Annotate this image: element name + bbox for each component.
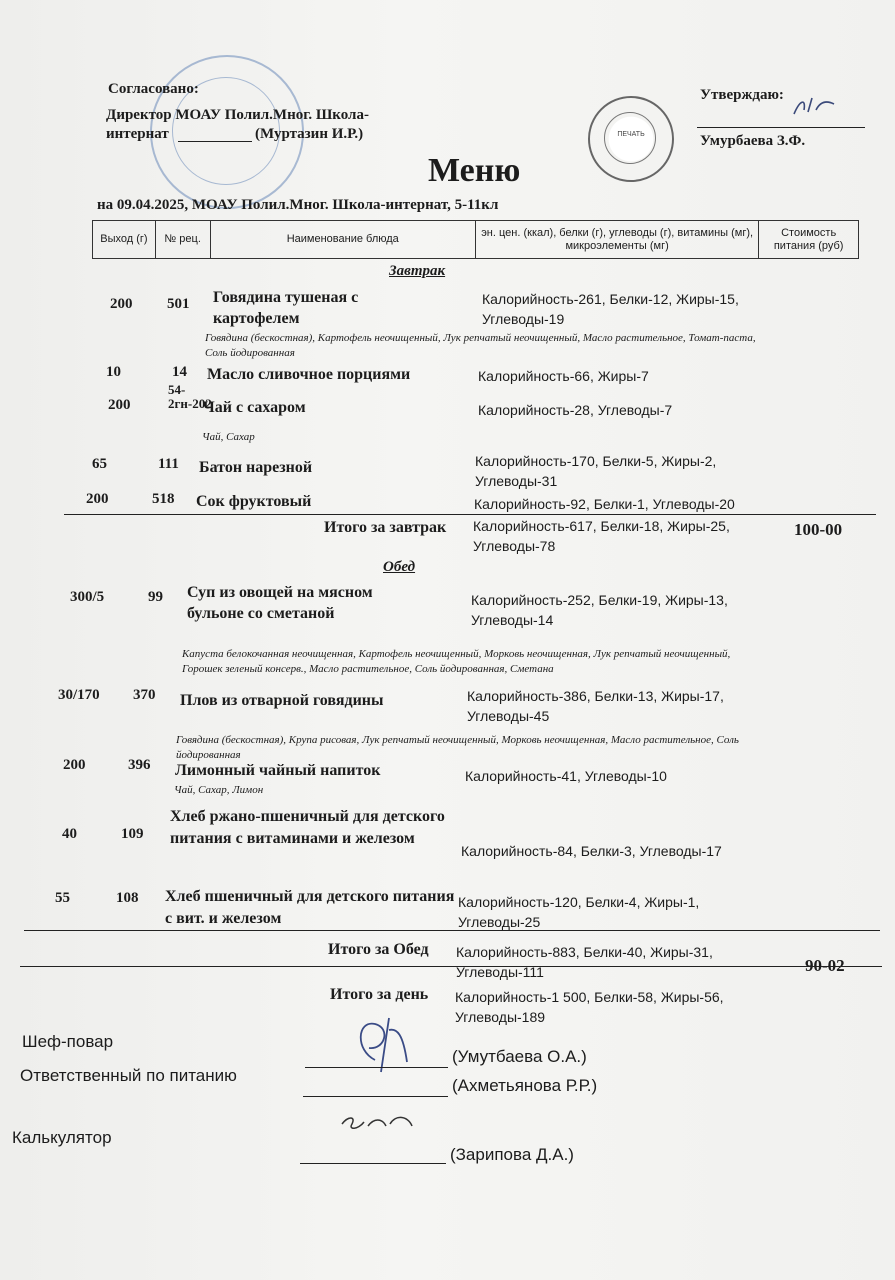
item-recipe: 109 — [121, 826, 144, 842]
item-nutrition: Калорийность-120, Белки-4, Жиры-1, Углеводы-25 — [458, 894, 700, 930]
divider — [64, 514, 876, 515]
header-yield: Выход (г) — [93, 221, 156, 259]
item-yield: 200 — [110, 296, 133, 312]
menu-table-header — [92, 220, 859, 259]
item-nutrition: Калорийность-252, Белки-19, Жиры-13, Углеводы-14 — [471, 592, 728, 628]
calculator-signature-line — [300, 1163, 446, 1164]
header-nutrition: эн. цен. (ккал), белки (г), углеводы (г), витамины (мг), микроэлементы (мг) — [475, 221, 758, 259]
item-nutrition: Калорийность-84, Белки-3, Углеводы-17 — [461, 843, 722, 859]
chef-label: Шеф-повар — [22, 1032, 114, 1051]
item-name: Хлеб ржано-пшеничный для детского питания с витаминами и железом — [170, 808, 445, 847]
item-recipe: 14 — [172, 364, 187, 380]
director-line: Директор МОАУ Полил.Мног. Школа- — [106, 107, 369, 123]
item-yield: 30/170 — [58, 687, 100, 703]
item-recipe: 396 — [128, 757, 151, 773]
item-nutrition: Калорийность-261, Белки-12, Жиры-15, Углеводы-19 — [482, 291, 739, 327]
agreed-label: Согласовано: — [108, 81, 199, 97]
item-nutrition: Калорийность-386, Белки-13, Жиры-17, Углеводы-45 — [467, 688, 724, 724]
section-lunch: Обед — [383, 559, 416, 575]
chef-name: (Умутбаева О.А.) — [452, 1047, 587, 1066]
item-yield: 200 — [63, 757, 86, 773]
page-title: Меню — [428, 152, 521, 189]
item-name: Суп из овощей на мясном бульоне со сметаной — [187, 584, 373, 622]
item-recipe: 518 — [152, 491, 175, 507]
item-name: Лимонный чайный напиток — [175, 762, 381, 779]
item-nutrition: Калорийность-66, Жиры-7 — [478, 368, 649, 384]
item-yield: 65 — [92, 456, 107, 472]
item-yield: 200 — [108, 397, 131, 413]
item-name: Хлеб пшеничный для детского питания с вит. и железом — [165, 888, 455, 927]
divider — [20, 966, 882, 967]
breakfast-total-label: Итого за завтрак — [324, 519, 447, 536]
lunch-total-nutrition: Калорийность-883, Белки-40, Жиры-31, Углеводы-111 — [456, 944, 713, 980]
item-ingredients: Говядина (бескостная), Картофель неочищенный, Лук репчатый неочищенный, Масло растительное, Томат-паста, Соль йодированная — [205, 332, 756, 359]
director-signature-line — [178, 141, 252, 142]
header-dish: Наименование блюда — [210, 221, 475, 259]
lunch-total-label: Итого за Обед — [328, 941, 429, 958]
header-cost: Стоимость питания (руб) — [759, 221, 859, 259]
item-yield: 10 — [106, 364, 121, 380]
menu-subtitle: на 09.04.2025, МОАУ Полил.Мног. Школа-интернат, 5-11кл — [97, 197, 499, 213]
item-name: Говядина тушеная с картофелем — [213, 289, 359, 327]
chef-signature-line — [305, 1067, 448, 1068]
approve-label: Утверждаю: — [700, 87, 784, 103]
calculator-label: Калькулятор — [12, 1128, 112, 1147]
item-recipe: 111 — [158, 456, 179, 472]
item-nutrition: Калорийность-28, Углеводы-7 — [478, 402, 673, 418]
approver-signature-line — [697, 127, 865, 128]
item-recipe: 370 — [133, 687, 156, 703]
item-ingredients: Говядина (бескостная), Крупа рисовая, Лук репчатый неочищенный, Морковь неочищенная, Масло растительное, Соль йодированная — [176, 734, 739, 761]
calculator-name: (Зарипова Д.А.) — [450, 1145, 574, 1164]
calculator-signature — [338, 1110, 418, 1138]
item-ingredients: Чай, Сахар, Лимон — [174, 784, 264, 796]
day-total-label: Итого за день — [330, 986, 429, 1003]
item-yield: 55 — [55, 890, 70, 906]
director-line-2: интернат — [106, 126, 169, 142]
item-recipe: 108 — [116, 890, 139, 906]
section-breakfast: Завтрак — [389, 263, 446, 279]
item-name: Плов из отварной говядины — [180, 692, 384, 709]
responsible-name: (Ахметьянова Р.Р.) — [452, 1076, 598, 1095]
responsible-signature-line — [303, 1096, 448, 1097]
item-recipe: 501 — [167, 296, 190, 312]
item-yield: 300/5 — [70, 589, 105, 605]
lunch-cost: 90-02 — [805, 956, 845, 975]
director-name: (Муртазин И.Р.) — [255, 126, 364, 142]
item-yield: 40 — [62, 826, 77, 842]
round-seal-stamp-approver: ПЕЧАТЬ — [588, 96, 674, 182]
item-ingredients: Чай, Сахар — [202, 431, 255, 443]
item-nutrition: Калорийность-41, Углеводы-10 — [465, 768, 667, 784]
header-recipe: № рец. — [155, 221, 210, 259]
breakfast-total-nutrition: Калорийность-617, Белки-18, Жиры-25, Углеводы-78 — [473, 518, 730, 554]
item-name: Сок фруктовый — [196, 493, 312, 510]
item-name: Батон нарезной — [199, 459, 313, 476]
day-total-nutrition: Калорийность-1 500, Белки-58, Жиры-56, Углеводы-189 — [455, 989, 724, 1025]
item-nutrition: Калорийность-170, Белки-5, Жиры-2, Углеводы-31 — [475, 453, 717, 489]
approver-signature — [790, 92, 840, 122]
item-ingredients: Капуста белокочанная неочищенная, Картофель неочищенный, Морковь неочищенная, Лук репчатый неочищенный, Горошек зеленый консерв., Масло растительное, Соль йодированная, Сметана — [182, 648, 731, 675]
responsible-label: Ответственный по питанию — [20, 1066, 237, 1085]
item-name: Масло сливочное порциями — [207, 366, 411, 383]
divider — [24, 930, 880, 931]
item-nutrition: Калорийность-92, Белки-1, Углеводы-20 — [474, 496, 735, 512]
item-name: Чай с сахаром — [203, 399, 306, 416]
item-recipe: 54-2гн-202 — [168, 382, 212, 411]
breakfast-cost: 100-00 — [794, 520, 843, 539]
approver-name: Умурбаева З.Ф. — [700, 133, 806, 149]
item-yield: 200 — [86, 491, 109, 507]
item-recipe: 99 — [148, 589, 163, 605]
